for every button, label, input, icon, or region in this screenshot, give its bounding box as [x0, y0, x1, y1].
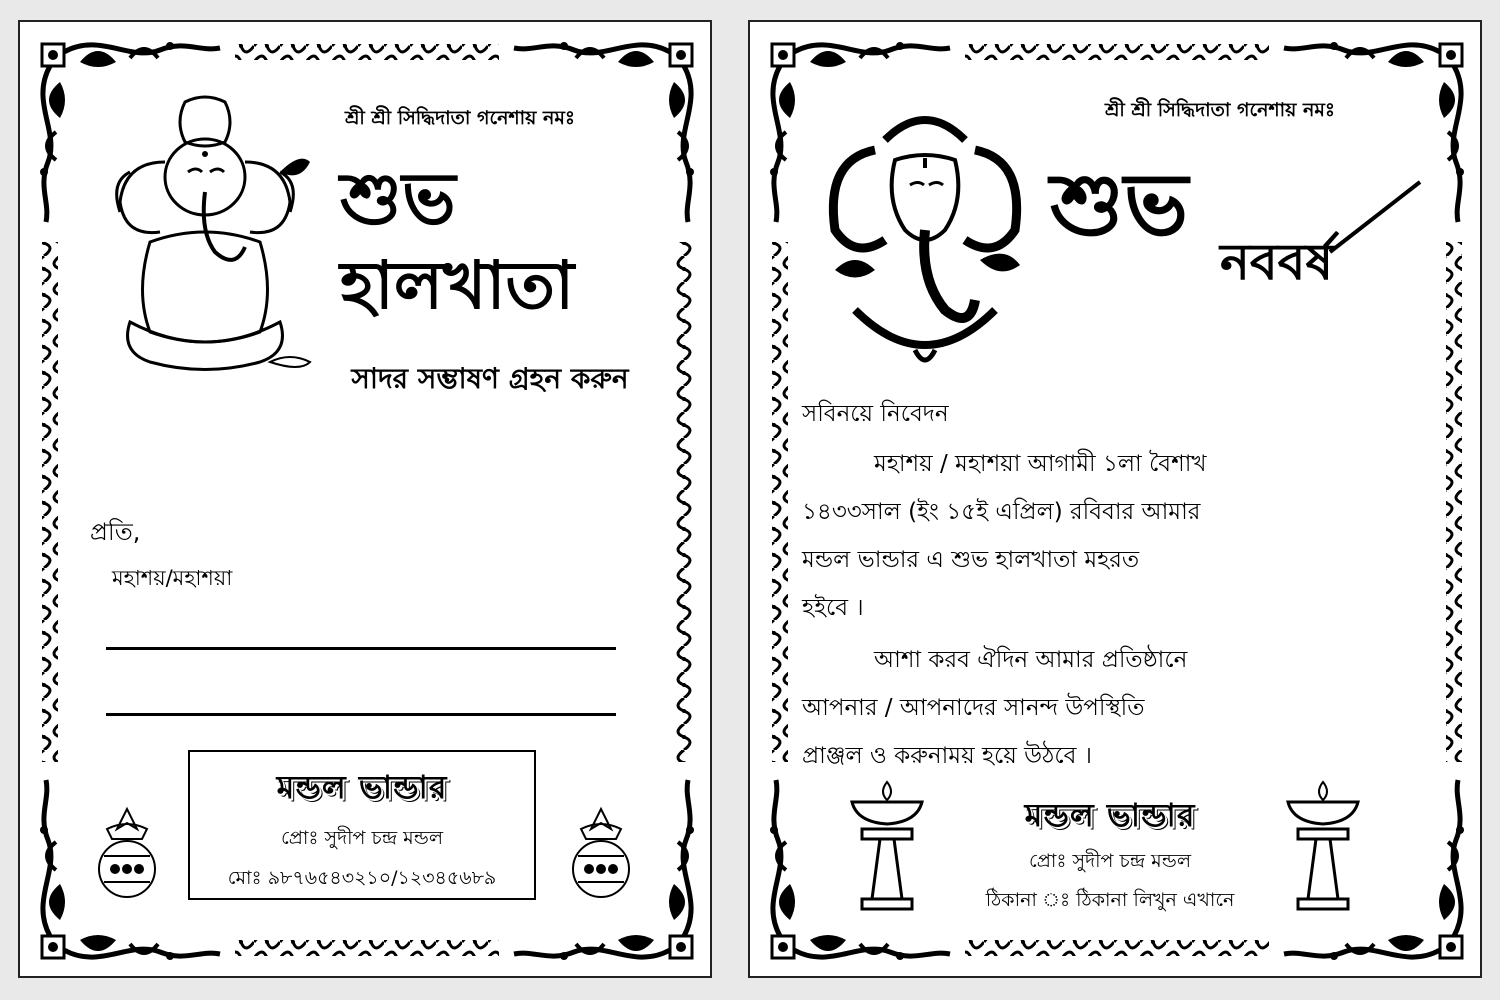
shop-name: মন্ডল ভান্ডার [276, 768, 448, 806]
noboborsho-card [748, 20, 1482, 978]
shop-name: মন্ডল ভান্ডার [1024, 796, 1196, 834]
invitation-paragraph [802, 440, 1442, 780]
title-line2: নববর্ষ [1220, 232, 1334, 291]
shop-info-box [188, 750, 536, 900]
address-line [106, 647, 616, 650]
mobile-text: মোঃ ৯৮৭৬৫৪৩২১০/১২৩৪৫৬৮৯ [227, 867, 497, 889]
title-line1: শুভ [340, 155, 456, 240]
ganesha-icon [815, 100, 1035, 380]
halkhata-card [18, 20, 712, 978]
body-line: মন্ডল ভান্ডার এ শুভ হালখাতা মহরত [802, 547, 1140, 573]
proprietor-text: প্রোঃ সুদীপ চন্দ্র মন্ডল [280, 827, 443, 849]
title-line2: হালখাতা [340, 246, 575, 324]
body-line: মহাশয় / মহাশয়া আগামী ১লা বৈশাখ [874, 451, 1207, 477]
address-text: ঠিকানা ঃ ঠিকানা লিখুন এখানে [985, 889, 1235, 911]
to-label: প্রতি, [90, 518, 141, 546]
flourish-stroke [1325, 177, 1425, 257]
subtitle: সাদর সম্ভাষণ গ্রহন করুন [351, 362, 629, 395]
body-line: ১৪৩৩সাল (ইং ১৫ই এপ্রিল) রবিবার আমার [802, 499, 1201, 525]
proprietor-text: প্রোঃ সুদীপ চন্দ্র মন্ডল [1028, 850, 1191, 872]
title-line1: শুভ [1050, 154, 1189, 255]
addressee-label: মহাশয়/মহাশয়া [112, 566, 233, 590]
kalash-icon [566, 804, 636, 904]
body-line: আপনার / আপনাদের সানন্দ উপস্থিতি [802, 695, 1145, 721]
salutation-text: সবিনয়ে নিবেদন [802, 401, 949, 427]
body-line: হইবে । [802, 595, 864, 621]
body-line: প্রাঞ্জল ও করুনাময় হয়ে উঠবে । [802, 743, 1092, 769]
address-line [106, 713, 616, 716]
diya-lamp-icon [842, 777, 932, 917]
body-line: আশা করব ঐদিন আমার প্রতিষ্ঠানে [874, 647, 1188, 673]
invocation-text: শ্রী শ্রী সিদ্ধিদাতা গনেশায় নমঃ [1105, 99, 1335, 121]
invocation-text: শ্রী শ্রী সিদ্ধিদাতা গনেশায় নমঃ [345, 107, 575, 129]
kalash-icon [92, 804, 162, 904]
